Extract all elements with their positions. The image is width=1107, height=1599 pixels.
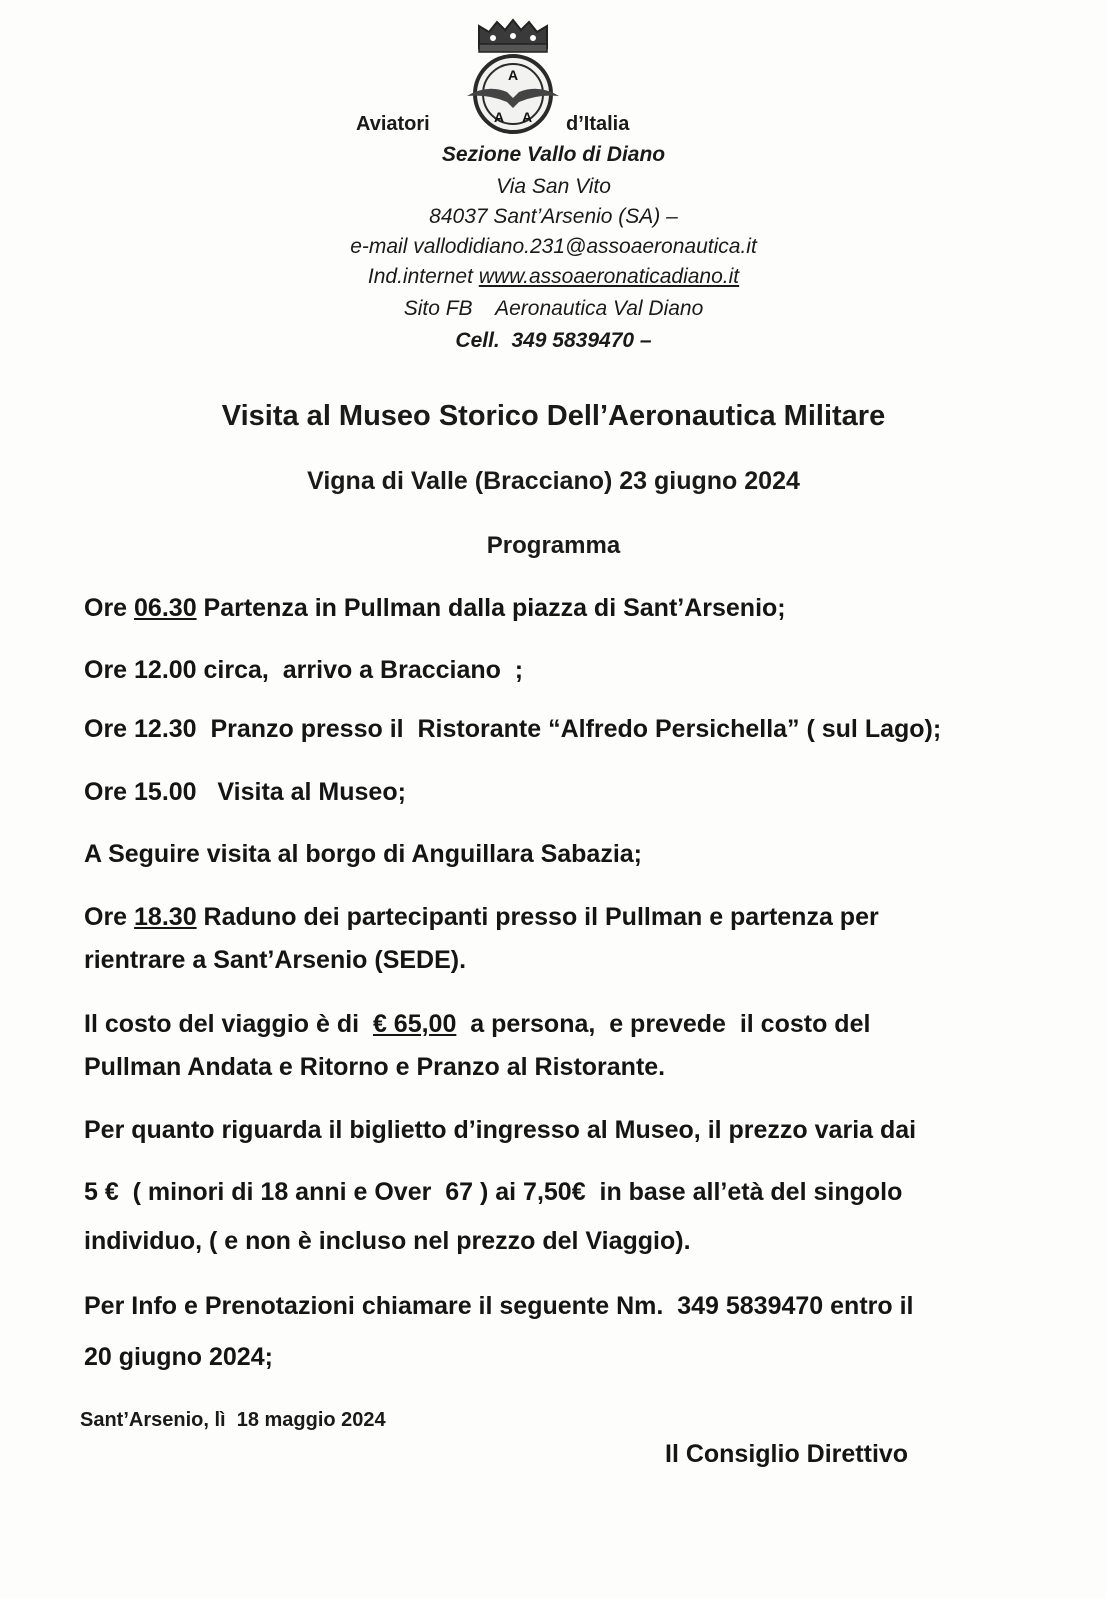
svg-text:A: A	[493, 109, 505, 125]
org-name-right: d’Italia	[566, 113, 630, 135]
cell-number: 349 5839470 –	[511, 329, 652, 352]
email-address[interactable]: vallodidiano.231@assoaeronautica.it	[413, 235, 757, 258]
schedule-item-lunch: Ore 12.30 Pranzo presso il Ristorante “Alfredo Persichella” ( sul Lago);	[84, 715, 942, 743]
schedule-item-museum: Ore 15.00 Visita al Museo;	[84, 778, 406, 806]
document-date: Sant’Arsenio, lì 18 maggio 2024	[80, 1409, 386, 1431]
section-name: Sezione Vallo di Diano	[441, 143, 666, 166]
facebook-page: Aeronautica Val Diano	[495, 297, 704, 320]
departure-time: 06.30	[134, 594, 197, 622]
schedule-item-return: Ore 18.30 Raduno dei partecipanti presso il Pullman e partenza per	[84, 903, 879, 931]
programme-heading: Programma	[486, 532, 621, 559]
facebook-line	[0, 297, 1107, 321]
ticket-info-1: Per quanto riguarda il biglietto d’ingresso al Museo, il prezzo varia dai	[84, 1116, 917, 1144]
schedule-item-departure: Ore 06.30 Partenza in Pullman dalla piazza di Sant’Arsenio;	[84, 594, 786, 622]
email-line	[0, 235, 1107, 259]
schedule-item-borgo: A Seguire visita al borgo di Anguillara Sabazia;	[84, 840, 642, 868]
schedule-item-arrival: Ore 12.00 circa, arrivo a Bracciano ;	[84, 656, 524, 684]
event-place-date: Vigna di Valle (Bracciano) 23 giugno 2024	[307, 467, 800, 495]
org-name-left: Aviatori	[356, 113, 430, 135]
svg-text:A: A	[507, 67, 519, 83]
street-address: Via San Vito	[496, 175, 611, 198]
email-label: e-mail	[350, 235, 408, 258]
signature: Il Consiglio Direttivo	[665, 1440, 909, 1468]
booking-info-1: Per Info e Prenotazioni chiamare il seguente Nm. 349 5839470 entro il	[84, 1292, 914, 1320]
facebook-label: Sito FB	[403, 297, 473, 320]
return-time: 18.30	[134, 903, 197, 931]
aviators-emblem-logo	[457, 18, 569, 136]
website-line	[0, 265, 1107, 289]
city-address: 84037 Sant’Arsenio (SA) –	[429, 205, 678, 228]
cost-line-cont: Pullman Andata e Ritorno e Pranzo al Ristorante.	[84, 1053, 666, 1081]
cost-line: Il costo del viaggio è di € 65,00 a persona, e prevede il costo del	[84, 1010, 871, 1038]
ticket-info-2: 5 € ( minori di 18 anni e Over 67 ) ai 7,50€ in base all’età del singolo	[84, 1178, 903, 1206]
booking-info-2: 20 giugno 2024;	[84, 1343, 273, 1371]
cell-label: Cell.	[455, 329, 500, 352]
event-title: Visita al Museo Storico Dell’Aeronautica Militare	[221, 400, 886, 432]
website-link[interactable]: www.assoaeronaticadiano.it	[478, 265, 740, 288]
svg-text:A: A	[521, 109, 533, 125]
schedule-item-return-cont: rientrare a Sant’Arsenio (SEDE).	[84, 946, 467, 974]
trip-price: € 65,00	[372, 1010, 457, 1038]
cell-line	[0, 329, 1107, 353]
ticket-info-3: individuo, ( e non è incluso nel prezzo del Viaggio).	[84, 1227, 691, 1255]
website-label: Ind.internet	[367, 265, 473, 288]
